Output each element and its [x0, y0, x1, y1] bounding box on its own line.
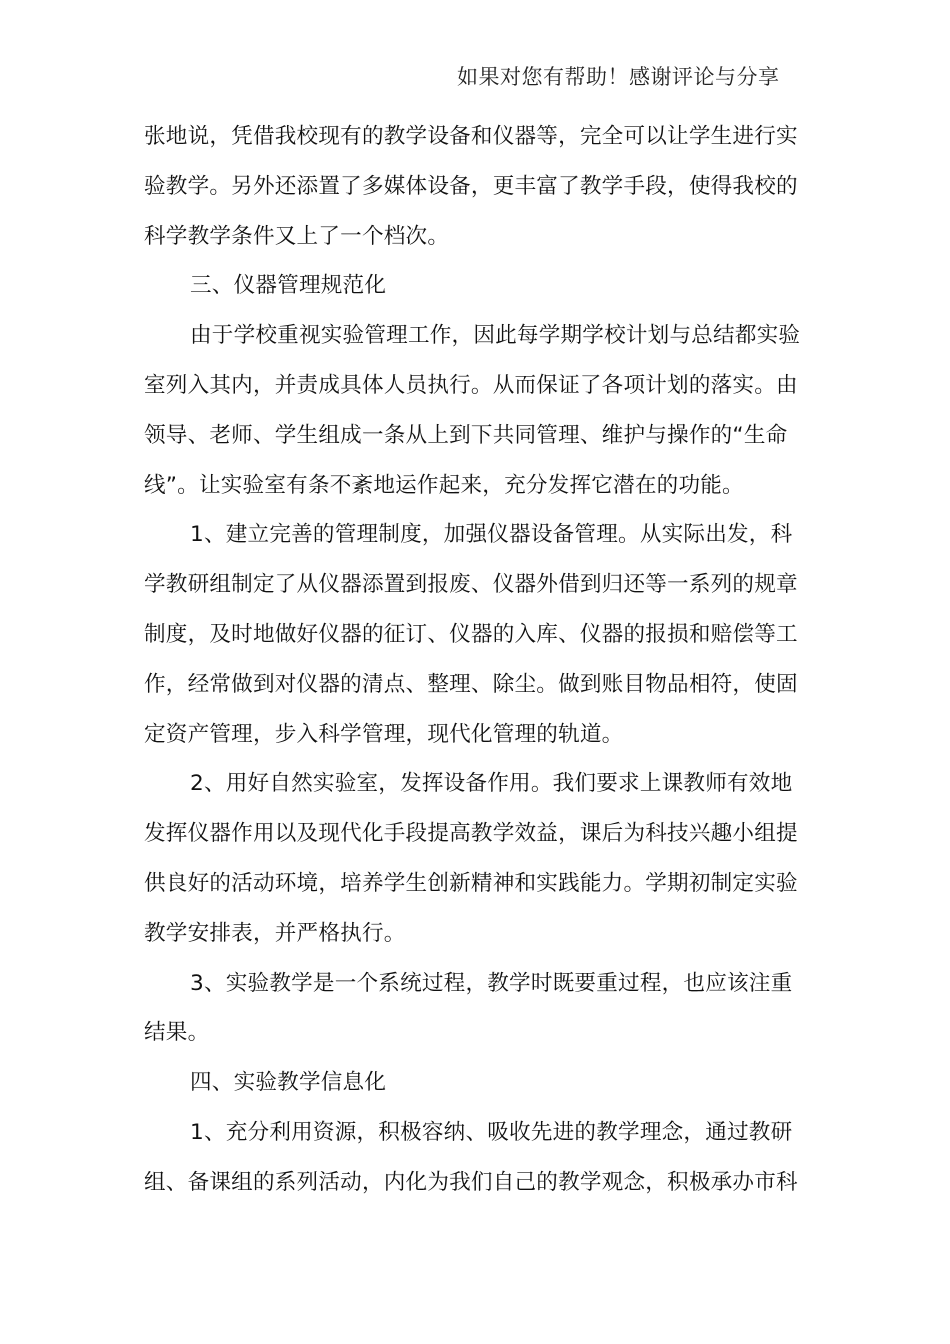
text-line: 1、充分利用资源，积极容纳、吸收先进的教学理念，通过教研 — [190, 1119, 793, 1145]
text-line: 组、备课组的系列活动，内化为我们自己的教学观念，积极承办市科 — [144, 1169, 798, 1195]
text-line: 室列入其内，并责成具体人员执行。从而保证了各项计划的落实。由 — [144, 372, 798, 398]
text-line: 验教学。另外还添置了多媒体设备，更丰富了教学手段，使得我校的 — [144, 173, 798, 199]
text-line: 发挥仪器作用以及现代化手段提高教学效益，课后为科技兴趣小组提 — [144, 821, 798, 847]
text-line: 1、建立完善的管理制度，加强仪器设备管理。从实际出发，科 — [190, 522, 793, 548]
text-line: 张地说，凭借我校现有的教学设备和仪器等，完全可以让学生进行实 — [144, 124, 798, 149]
text-line: 定资产管理，步入科学管理，现代化管理的轨道。 — [144, 721, 624, 747]
text-line: 领导、老师、学生组成一条从上到下共同管理、维护与操作的“生命 — [144, 422, 788, 448]
text-line: 科学教学条件又上了一个档次。 — [144, 223, 450, 249]
text-line: 作，经常做到对仪器的清点、整理、除尘。做到账目物品相符，使固 — [144, 671, 798, 697]
header-note: 如果对您有帮助！感谢评论与分享 — [457, 65, 780, 89]
text-line: 供良好的活动环境，培养学生创新精神和实践能力。学期初制定实验 — [144, 870, 798, 896]
text-line: 学教研组制定了从仪器添置到报废、仪器外借到归还等一系列的规章 — [144, 572, 798, 598]
text-line: 由于学校重视实验管理工作，因此每学期学校计划与总结都实验 — [190, 323, 801, 349]
text-line: 教学安排表，并严格执行。 — [144, 920, 406, 946]
text-line: 三、仪器管理规范化 — [190, 273, 387, 299]
text-line: 2、用好自然实验室，发挥设备作用。我们要求上课教师有效地 — [190, 771, 793, 797]
text-line: 制度，及时地做好仪器的征订、仪器的入库、仪器的报损和赔偿等工 — [144, 621, 798, 647]
text-line: 结果。 — [144, 1020, 210, 1046]
body-text — [144, 112, 809, 1208]
text-line: 3、实验教学是一个系统过程，教学时既要重过程，也应该注重 — [190, 970, 793, 996]
text-line: 线”。让实验室有条不紊地运作起来，充分发挥它潜在的功能。 — [144, 472, 744, 498]
text-line: 四、实验教学信息化 — [190, 1070, 387, 1096]
